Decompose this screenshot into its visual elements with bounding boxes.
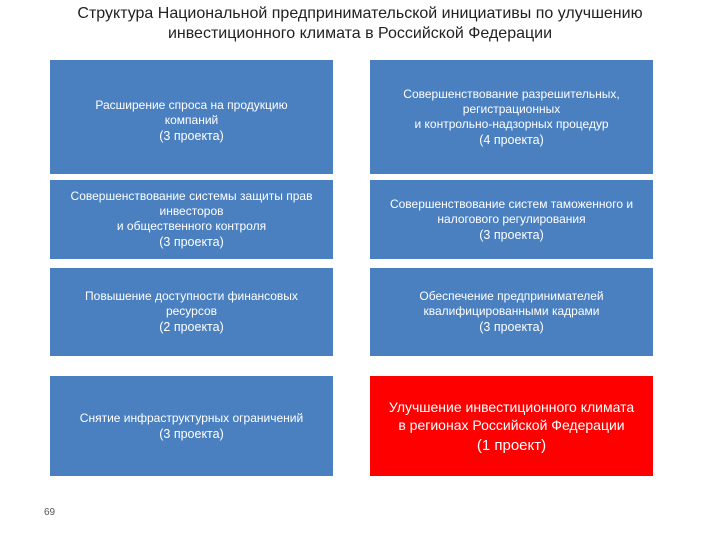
box-text-line: регистрационных — [462, 101, 561, 116]
box-regional-climate — [370, 376, 653, 476]
project-count: (2 проекта) — [159, 320, 224, 334]
page-title — [40, 4, 680, 44]
box-permit-procedures — [370, 60, 653, 174]
box-text-line: налогового регулирования — [437, 211, 586, 226]
title-line-2: инвестиционного климата в Российской Федерации — [167, 25, 553, 42]
project-count: (1 проект) — [476, 436, 547, 454]
project-count: (3 проекта) — [159, 426, 224, 441]
box-text-line: Расширение спроса на продукцию — [95, 98, 288, 112]
box-text-line: квалифицированными кадрами — [423, 304, 600, 318]
box-investor-protection — [50, 180, 333, 259]
box-text-line: ресурсов — [165, 304, 218, 318]
box-qualified-staff — [370, 268, 653, 356]
box-text-line: и контрольно-надзорных процедур — [414, 116, 609, 131]
box-text-line: Повышение доступности финансовых — [85, 289, 298, 303]
box-text-line: Совершенствование системы защиты прав — [70, 189, 313, 203]
page-number: 69 — [44, 507, 56, 518]
project-count: (3 проекта) — [159, 235, 224, 249]
box-infrastructure — [50, 376, 333, 476]
project-count: (3 проекта) — [479, 227, 544, 242]
box-text-line: в регионах Российской Федерации — [398, 416, 625, 433]
box-text-line: Улучшение инвестиционного климата — [388, 398, 635, 415]
project-count: (3 проекта) — [479, 320, 544, 334]
title-line-1: Структура Национальной предпринимательской инициативы по улучшению — [77, 5, 643, 22]
box-financial-access — [50, 268, 333, 356]
project-count: (3 проекта) — [159, 129, 224, 143]
box-text-line: Совершенствование разрешительных, — [403, 86, 620, 101]
box-text-line: и общественного контроля — [116, 219, 267, 233]
box-customs-tax — [370, 180, 653, 259]
box-text-line: Снятие инфраструктурных ограничений — [79, 410, 304, 425]
box-text-line: Обеспечение предпринимателей — [419, 289, 604, 303]
project-count: (4 проекта) — [479, 132, 544, 147]
box-text-line: инвесторов — [159, 204, 224, 218]
box-text-line: Совершенствование систем таможенного и — [389, 196, 634, 211]
box-demand-expansion — [50, 60, 333, 174]
box-text-line: компаний — [164, 113, 219, 127]
